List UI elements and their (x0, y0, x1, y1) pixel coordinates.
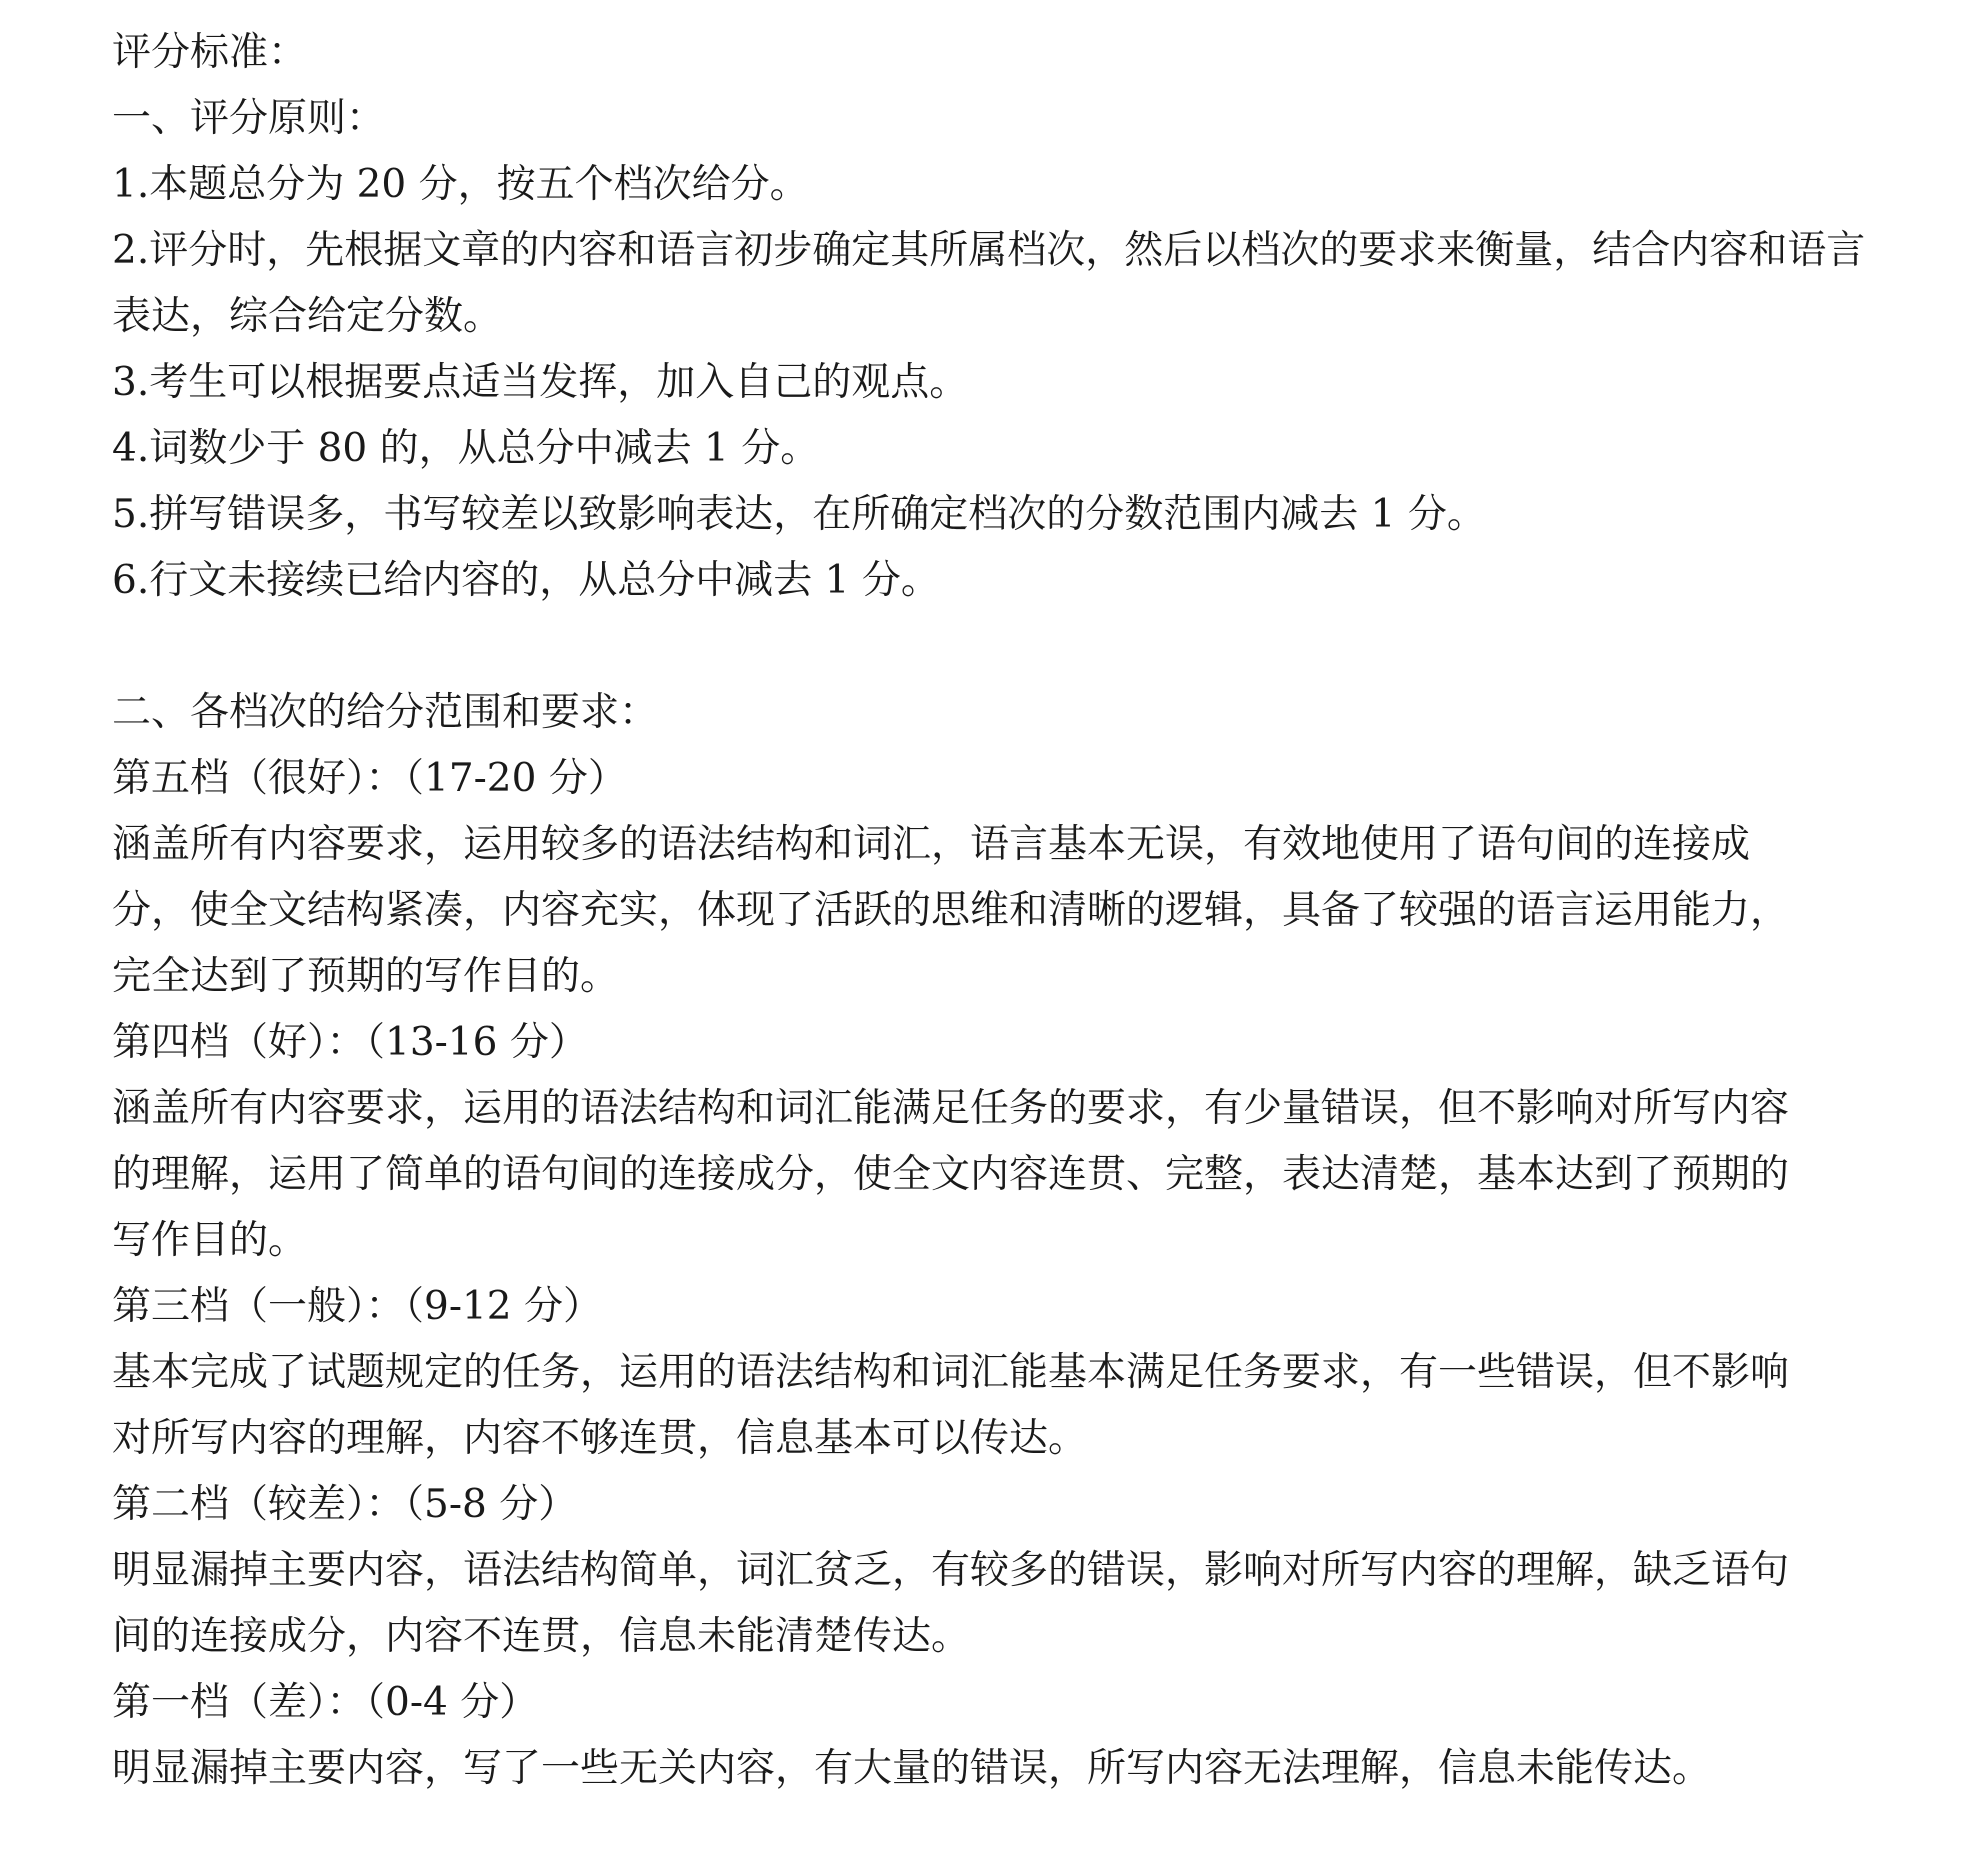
section-spacer (112, 614, 1882, 680)
principle-item-2: 2.评分时，先根据文章的内容和语言初步确定其所属档次，然后以档次的要求来衡量，结合内容和语言表达，综合给定分数。 (112, 228, 1866, 339)
level-3-description: 基本完成了试题规定的任务，运用的语法结构和词汇能基本满足任务要求，有一些错误，但不影响对所写内容的理解，内容不够连贯，信息基本可以传达。 (112, 1350, 1790, 1461)
section-2-heading: 二、各档次的给分范围和要求： (112, 690, 659, 735)
level-4-description: 涵盖所有内容要求，运用的语法结构和词汇能满足任务的要求，有少量错误，但不影响对所写内容的理解，运用了简单的语句间的连接成分，使全文内容连贯、完整，表达清楚，基本达到了预期的写作目的。 (112, 1086, 1790, 1263)
level-2-description: 明显漏掉主要内容，语法结构简单，词汇贫乏，有较多的错误，影响对所写内容的理解，缺乏语句间的连接成分，内容不连贯，信息未能清楚传达。 (112, 1548, 1790, 1659)
principle-item-1: 1.本题总分为 20 分，按五个档次给分。 (112, 162, 809, 207)
document-title: 评分标准： (112, 30, 308, 75)
principle-item-6: 6.行文未接续已给内容的，从总分中减去 1 分。 (112, 558, 940, 603)
level-1-title: 第一档（差）：（0-4 分） (112, 1680, 539, 1725)
principle-item-3: 3.考生可以根据要点适当发挥，加入自己的观点。 (112, 360, 969, 405)
level-3-title: 第三档（一般）：（9-12 分） (112, 1284, 603, 1329)
scoring-document (112, 20, 1882, 1802)
level-2-title: 第二档（较差）：（5-8 分） (112, 1482, 578, 1527)
level-5-title: 第五档（很好）：（17-20 分） (112, 756, 627, 801)
principle-item-4: 4.词数少于 80 的，从总分中减去 1 分。 (112, 426, 820, 471)
level-1-description: 明显漏掉主要内容，写了一些无关内容，有大量的错误，所写内容无法理解，信息未能传达。 (112, 1746, 1712, 1791)
level-5-description: 涵盖所有内容要求，运用较多的语法结构和词汇，语言基本无误，有效地使用了语句间的连接成分，使全文结构紧凑，内容充实，体现了活跃的思维和清晰的逻辑，具备了较强的语言运用能力，完全达到了预期的写作目的。 (112, 822, 1790, 999)
principle-item-5: 5.拼写错误多，书写较差以致影响表达，在所确定档次的分数范围内减去 1 分。 (112, 492, 1486, 537)
section-1-heading: 一、评分原则： (112, 96, 386, 141)
level-4-title: 第四档（好）：（13-16 分） (112, 1020, 588, 1065)
